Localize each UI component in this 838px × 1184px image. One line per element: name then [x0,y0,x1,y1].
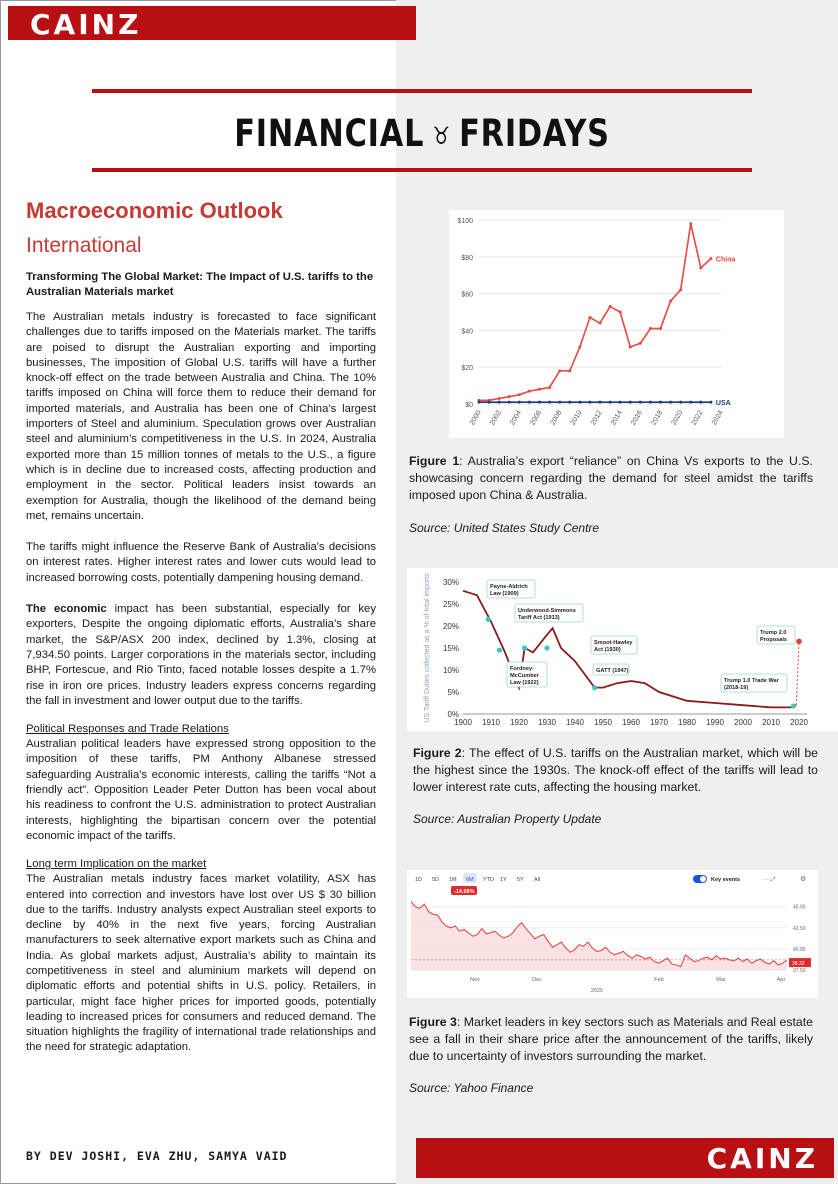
data-point [538,401,541,404]
y-axis-label: US Tariff Duties collected as a % of total imports [424,573,431,723]
data-point [709,401,712,404]
data-point [609,305,612,308]
bull-icon: ♉ [432,121,451,150]
x-tick-label: 2000 [734,718,752,727]
x-tick-label: 1930 [538,718,556,727]
data-point [689,222,692,225]
annotation-text: Underwood-Simmons [518,608,576,614]
heading-political: Political Responses and Trade Relations [26,723,229,736]
annotation-text: GATT (1947) [596,668,629,674]
data-point [679,401,682,404]
brand-logo: CAINZ [30,8,142,41]
data-point [498,401,501,404]
x-tick-label: 2020 [670,409,685,427]
x-tick-label: 2022 [690,409,705,427]
range-tab: 5D [432,877,440,883]
data-point [609,401,612,404]
x-tick-label: 1960 [622,718,640,727]
x-tick-label: 2008 [549,409,564,427]
range-tab: 6M [466,877,474,883]
masthead-rule-top [92,89,752,93]
data-point [508,401,511,404]
range-tab: YTD [483,877,494,883]
masthead-rule-bottom [92,168,752,172]
data-point [578,345,581,348]
x-tick-label: 1990 [706,718,724,727]
y-tick-label: 37.50 [793,968,806,974]
x-tick-label: Nov [470,977,480,983]
event-marker [544,645,549,650]
data-point [548,401,551,404]
annotation-text: (2018-19) [724,685,749,691]
annotation-text: Payne-Aldrich [490,584,528,590]
annotation-text: Law (1909) [490,591,519,597]
data-point [619,311,622,314]
range-tab: 1Y [500,877,507,883]
x-tick-label: 2024 [710,409,725,427]
data-point [548,386,551,389]
annotation-text: Act (1930) [594,647,621,653]
data-point [508,395,511,398]
data-point [478,401,481,404]
data-point [568,369,571,372]
x-tick-label: 2010 [762,718,780,727]
annotation-text: Fordney- [510,666,534,672]
x-tick-label: Mar [716,977,726,983]
event-marker [486,617,491,622]
x-tick-label: 2004 [509,409,524,427]
data-point [568,401,571,404]
figure-1-caption [409,453,813,504]
data-point [629,345,632,348]
figure-1-caption-text: : Australia’s export “reliance” on China Vs exports to the U.S. showcasing concern regarding the demand for steel amidst the tariffs imposed upon China & Australia. [409,454,813,502]
figure-3-caption-text: : Market leaders in key sectors such as Materials and Real estate see a fall in their share price after the announcement of the tariffs, likely due to uncertainty of investors surrounding the market. [409,1015,813,1063]
y-tick-label: 45.00 [793,904,806,911]
toggle-knob [700,876,706,882]
data-point [629,401,632,404]
x-tick-label: 2002 [489,409,503,427]
x-tick-label: 2006 [529,409,544,427]
paragraph-3 [26,602,376,709]
data-point [558,401,561,404]
y-tick-label: 40.00 [793,946,806,953]
y-tick-label: 20% [442,622,459,631]
data-point [588,401,591,404]
annotation-text: Trump 2.0 [760,630,787,636]
paragraph-2: The tariffs might influence the Reserve Bank of Australia's decisions on interest rates. Higher interest rates and lower cuts would lead to increased borrowing costs, potentially dampening housing demand. [26,541,376,584]
y-tick-label: $20 [461,365,473,373]
masthead-right: FRIDAYS [459,112,610,155]
proposal-dashed-line [796,641,799,705]
article-column [26,198,376,1056]
x-tick-label: 2010 [569,409,584,427]
data-point [699,401,702,404]
y-tick-label: $0 [465,402,473,409]
masthead [151,112,692,155]
data-point [558,369,561,372]
data-point [528,401,531,404]
annotation-text: Tariff Act (1913) [518,615,560,621]
x-tick-label: 2012 [589,409,604,427]
data-point [649,327,652,330]
data-point [599,401,602,404]
bottom-brand-banner [416,1138,834,1178]
x-year-label: 2025 [590,988,604,994]
x-tick-label: Feb [654,977,664,983]
range-tab: All [534,877,541,883]
series-line-china [479,224,711,401]
y-tick-label: $40 [461,328,473,336]
y-tick-label: $60 [461,291,473,299]
x-tick-label: 2016 [630,409,645,427]
y-tick-label: 30% [442,578,459,587]
data-point [709,257,712,260]
figure-2-source: Source: Australian Property Update [413,812,602,826]
event-marker [497,648,502,653]
data-point [518,393,521,396]
figure-1-source: Source: United States Study Centre [409,521,600,535]
x-tick-label: 1980 [678,718,696,727]
brand-logo-bottom: CAINZ [706,1142,818,1175]
x-tick-label: 1940 [566,718,584,727]
annotation-text: Law (1922) [510,680,539,686]
data-point [528,390,531,393]
figure-3-chart [407,870,818,998]
data-point [518,401,521,404]
y-tick-label: 15% [442,644,459,653]
paragraph-1: The Australian metals industry is forecasted to face significant challenges due to tariffs imposed on the Materials market. The tariffs are poised to disrupt the Australian exporting and importing businesses, The imposition of Global U.S. tariffs will have a further knock-off effect on the trade between Australia and China. The 10% tariffs imposed on China will force them to reduce their demand for imported materials, and Australia has been one of China’s largest importers of Steel and aluminium. Speculation grows over Australian steel and aluminium’s competitiveness in the U.S. In 2024, Australia exported more than 15 million tonnes of metals to the U.S., a figure which is in decline due to increased costs, affecting production and employment in the sector. Political leaders insist towards an exemption for Australia, though the likelihood of the demand being met, remains uncertain. [26,311,376,522]
x-tick-label: 2018 [650,409,665,427]
figure-1-label: Figure 1 [409,454,460,468]
event-marker [522,645,527,650]
data-point [689,401,692,404]
byline: BY DEV JOSHI, EVA ZHU, SAMYA VAID [26,1149,288,1163]
data-point [619,401,622,404]
data-point [488,401,491,404]
paragraph-4: Australian political leaders have expressed strong opposition to the imposition of these tariffs, PM Anthony Albanese stressed safeguarding Australia's economic interests, calling the tariffs “Not a friendly act”. Opposition Leader Peter Dutton has been vocal about his readiness to confront the U.S. administration to protect Australian interests, highlighting the bipartisan concern over the potential economic impact of the tariffs. [26,738,376,842]
x-tick-label: 1920 [510,718,528,727]
data-point [588,316,591,319]
chart-tools-icon: ··· ⤢ [763,877,776,883]
figure-2-caption [413,745,818,796]
y-tick-label: 25% [442,600,459,609]
data-point [669,299,672,302]
x-tick-label: 2020 [790,718,808,727]
figure-2-caption-text: : The effect of U.S. tariffs on the Australian market, which will be the highest since the 1930s. The knock-off effect of the tariffs will lead to lower interest rate cuts, affecting the housing market. [413,746,818,794]
event-marker [791,703,796,708]
masthead-left: FINANCIAL [234,112,425,155]
data-point [659,327,662,330]
x-tick-label: 1950 [594,718,612,727]
paragraph-3-lead: The economic [26,603,107,616]
figure-3-svg [407,870,818,998]
x-tick-label: Apr [776,977,786,983]
x-tick-label: 2000 [468,409,483,427]
section-title: Macroeconomic Outlook [26,198,283,223]
data-point [639,401,642,404]
figure-2-chart [407,568,838,731]
figure-3-source: Source: Yahoo Finance [409,1081,534,1095]
data-point [679,288,682,291]
series-label: USA [715,400,731,408]
data-point [649,401,652,404]
last-price-text: 38.32 [792,961,805,968]
gear-icon: ⚙ [800,876,807,883]
paragraph-3-text: impact has been substantial, especially for key exporters, Despite the ongoing diplomatic efforts, Australia’s share market, the S&P/ASX 200 index, declined by 1.3%, closing at 7,934.50 points. Larger corporations in the materials sector, including BHP, Fortescue, and Rio Tinto, faced notable losses despite a 1.7% rise in iron ore prices. Industry leaders express concerns regarding the fall in investment and lower output due to the tariffs. [26,603,376,707]
article-title: Transforming The Global Market: The Impact of U.S. tariffs to the Australian Materials market [26,271,374,298]
change-badge-text: -14.98% [454,889,475,895]
range-tab: 5Y [517,877,524,883]
y-tick-label: 10% [442,666,459,675]
data-point [659,401,662,404]
x-tick-label: Dec [532,977,542,983]
y-tick-label: $80 [461,254,473,262]
x-tick-label: 2014 [610,409,624,427]
event-marker [592,685,597,690]
figure-2-svg [407,568,838,731]
heading-longterm: Long term Implication on the market [26,858,207,871]
data-point [538,388,541,391]
annotation-text: Proposals [760,637,788,643]
data-point [498,397,501,400]
data-point [669,401,672,404]
proposal-marker [796,639,802,645]
key-events-label: Key events [711,877,741,883]
figure-2-label: Figure 2 [413,746,462,760]
annotation-text: Smoot-Hawley [594,640,633,646]
y-tick-label: 5% [447,688,459,697]
data-point [699,266,702,269]
figure-3-caption [409,1014,813,1065]
data-point [578,401,581,404]
figure-1-chart [449,210,784,438]
figure-1-svg [449,210,784,438]
annotation-text: McCumber [510,673,539,679]
y-tick-label: 0% [447,710,459,719]
data-point [599,322,602,325]
figure-3-label: Figure 3 [409,1015,457,1029]
y-tick-label: $100 [457,218,473,225]
x-tick-label: 1970 [650,718,668,727]
range-tab: 1M [449,877,457,883]
paragraph-5: The Australian metals industry faces market volatility, ASX has entered into correction and investors have lost over US $ 30 billion due to the tariffs. Industry analysts expect Australian steel exports to decline by 40% in the next five years, forcing Australian manufacturers to seek alternative export markets such as China and India. As global markets adjust, Australia’s ability to maintain its competitiveness in steel and aluminium markets will depend on diplomatic efforts and potential shifts in U.S. policy. Retailers, in particular, might face higher prices for imported goods, potentially leading to increased prices for consumers and reduced demand. The situation highlights the fragility of international trade relationships and the need for strategic adaptation. [26,873,376,1054]
y-tick-label: 42.50 [793,925,806,932]
range-tab: 1D [415,877,423,883]
annotation-text: Trump 1.0 Trade War [724,678,779,684]
top-brand-banner [8,6,416,40]
series-label: China [715,256,736,264]
data-point [639,342,642,345]
x-tick-label: 1900 [454,718,472,727]
x-tick-label: 1910 [482,718,500,727]
subsection-title: International [26,234,142,257]
